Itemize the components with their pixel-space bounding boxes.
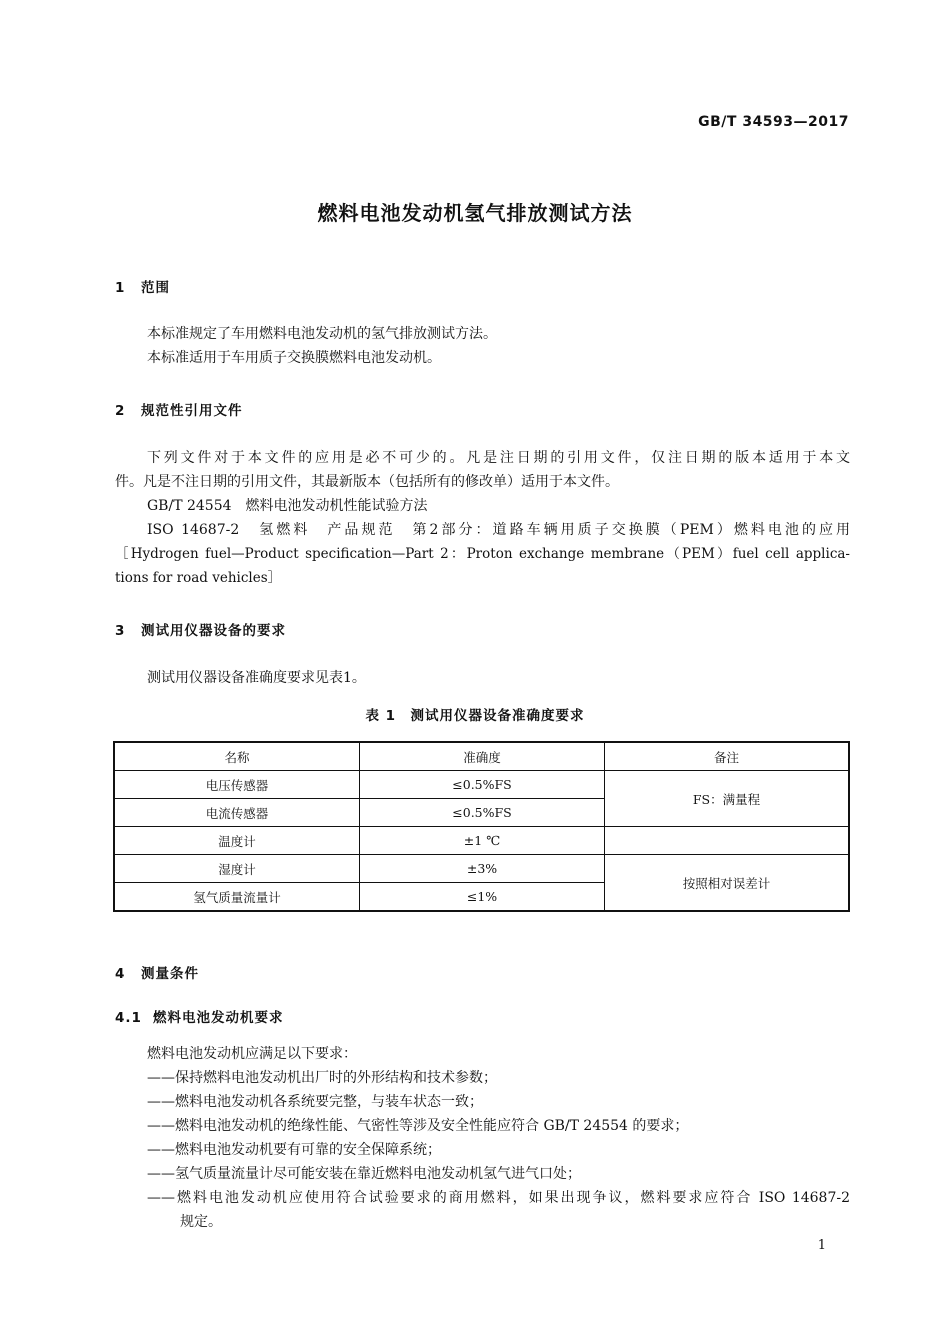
table-cell: 温度计 [114, 827, 360, 855]
table-cell: 电流传感器 [114, 799, 360, 827]
reference-item: ［Hydrogen fuel—Product specification—Part 2：Proton exchange membrane（PEM）fuel cell applica- [115, 546, 850, 562]
table-cell: FS：满量程 [605, 771, 850, 827]
paragraph: 下列文件对于本文件的应用是必不可少的。凡是注日期的引用文件，仅注日期的版本适用于本文 [147, 450, 850, 466]
paragraph: 本标准规定了车用燃料电池发动机的氢气排放测试方法。 [147, 326, 497, 342]
table-cell: 氢气质量流量计 [114, 883, 360, 912]
section-1-heading [115, 276, 170, 296]
table-cell: ±1 ℃ [360, 827, 605, 855]
table-row [114, 855, 849, 883]
table-row [114, 827, 849, 855]
section-number: 2 [115, 403, 126, 419]
reference-item: GB/T 24554 燃料电池发动机性能试验方法 [147, 498, 428, 514]
paragraph: 测试用仪器设备准确度要求见表1。 [147, 670, 366, 686]
table-cell: ≤1% [360, 883, 605, 912]
table-header-cell: 备注 [605, 742, 850, 771]
paragraph: 件。凡是不注日期的引用文件，其最新版本（包括所有的修改单）适用于本文件。 [115, 474, 619, 490]
table-caption: 表 1 测试用仪器设备准确度要求 [365, 708, 585, 724]
list-item: ——燃料电池发动机各系统要完整，与装车状态一致； [147, 1094, 483, 1110]
section-title: 范围 [141, 280, 170, 296]
reference-item: ISO 14687-2 氢燃料 产品规范 第2部分：道路车辆用质子交换膜（PEM）燃料电池的应用 [147, 522, 850, 538]
table-cell: ±3% [360, 855, 605, 883]
document-title: 燃料电池发动机氢气排放测试方法 [317, 201, 633, 225]
section-title: 燃料电池发动机要求 [153, 1010, 284, 1026]
table-cell: ≤0.5%FS [360, 771, 605, 799]
table-cell: ≤0.5%FS [360, 799, 605, 827]
list-item-continuation: 规定。 [180, 1214, 222, 1230]
section-3-heading [115, 619, 286, 639]
section-title: 规范性引用文件 [141, 403, 243, 419]
section-title: 测试用仪器设备的要求 [141, 623, 286, 639]
section-number: 4 [115, 966, 126, 982]
accuracy-table [113, 741, 850, 912]
section-number: 4.1 [115, 1010, 142, 1026]
table-header-row [114, 742, 849, 771]
section-number: 3 [115, 623, 126, 639]
table-cell [605, 827, 850, 855]
subsection-4-1-heading [115, 1006, 284, 1026]
section-title: 测量条件 [141, 966, 199, 982]
section-number: 1 [115, 280, 126, 296]
paragraph: 燃料电池发动机应满足以下要求： [147, 1046, 357, 1062]
page-number: 1 [817, 1238, 826, 1253]
list-item: ——氢气质量流量计尽可能安装在靠近燃料电池发动机氢气进气口处； [147, 1166, 581, 1182]
list-item: ——保持燃料电池发动机出厂时的外形结构和技术参数； [147, 1070, 497, 1086]
table-header-cell: 名称 [114, 742, 360, 771]
list-item: ——燃料电池发动机要有可靠的安全保障系统； [147, 1142, 441, 1158]
table-cell: 湿度计 [114, 855, 360, 883]
table-cell: 按照相对误差计 [605, 855, 850, 912]
section-4-heading [115, 962, 199, 982]
table-cell: 电压传感器 [114, 771, 360, 799]
list-item: ——燃料电池发动机的绝缘性能、气密性等涉及安全性能应符合 GB/T 24554 的要求； [147, 1118, 689, 1134]
standard-code: GB/T 34593—2017 [698, 114, 849, 130]
table-row [114, 771, 849, 799]
reference-item: tions for road vehicles］ [115, 570, 282, 586]
table-header-cell: 准确度 [360, 742, 605, 771]
list-item: ——燃料电池发动机应使用符合试验要求的商用燃料，如果出现争议，燃料要求应符合 ISO 14687-2 [147, 1190, 850, 1206]
paragraph: 本标准适用于车用质子交换膜燃料电池发动机。 [147, 350, 441, 366]
section-2-heading [115, 399, 243, 419]
